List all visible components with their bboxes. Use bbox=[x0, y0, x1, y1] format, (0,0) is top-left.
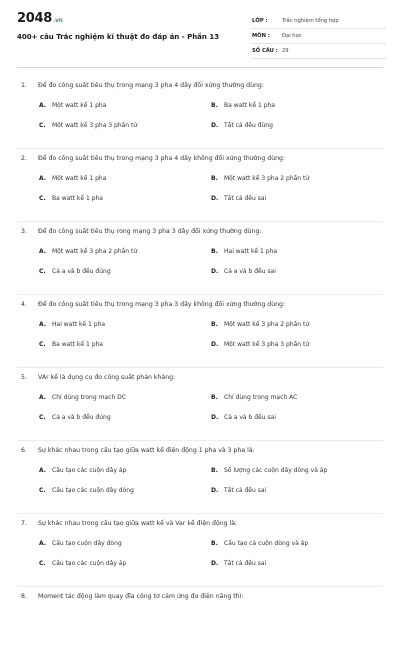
option-text: Cả a và b đều đúng bbox=[52, 268, 111, 275]
option-text: Số lượng các cuộn dây dòng và áp bbox=[224, 467, 328, 474]
question-text bbox=[21, 374, 175, 381]
option-letter: C. bbox=[39, 560, 46, 567]
question-item bbox=[0, 441, 400, 514]
option-letter: B. bbox=[211, 394, 218, 401]
option-letter: A. bbox=[39, 175, 47, 182]
option-text: Một watt kế 1 pha bbox=[52, 102, 107, 109]
option-text: Cấu tạo cả cuộn dòng và áp bbox=[224, 540, 309, 547]
option-letter: C. bbox=[39, 122, 46, 129]
option-b[interactable] bbox=[211, 102, 275, 109]
question-item bbox=[0, 514, 400, 587]
option-letter: A. bbox=[39, 394, 47, 401]
option-text: Cấu tạo các cuộn dây áp bbox=[52, 560, 127, 567]
question-item bbox=[0, 222, 400, 295]
question-label: Moment tác động làm quay đĩa công tơ cảm ứng đo điện năng thì: bbox=[38, 593, 244, 600]
option-c[interactable] bbox=[39, 560, 126, 567]
option-text: Tất cả đều đúng bbox=[224, 122, 273, 129]
info-label: SỐ CÂU : bbox=[252, 48, 278, 54]
option-text: Một watt kế 1 pha bbox=[52, 175, 107, 182]
question-label: Để đo công suất tiêu thụ trong mạng 3 pha 3 dây không đối xứng thường dùng: bbox=[38, 301, 286, 308]
option-text: Hai watt kế 1 pha bbox=[224, 248, 278, 255]
logo-suffix: .vn bbox=[52, 17, 63, 24]
option-text: Ba watt kế 1 pha bbox=[52, 195, 103, 202]
option-letter: C. bbox=[39, 268, 46, 275]
logo-text: 2048 bbox=[17, 11, 52, 26]
question-label: Để đo công suất tiêu thụ rong mạng 3 pha 3 dây đối xứng thường dùng: bbox=[38, 228, 262, 235]
option-text: Tất cả đều sai bbox=[224, 487, 267, 494]
question-number: 7. bbox=[21, 520, 27, 527]
option-text: Một watt kế 3 pha 2 phần tử bbox=[224, 175, 310, 182]
info-row-subject bbox=[252, 29, 386, 44]
option-b[interactable] bbox=[211, 467, 327, 474]
question-number: 2. bbox=[21, 155, 27, 162]
option-text: Cấu tạo cuộn dây dòng bbox=[52, 540, 122, 547]
header-divider bbox=[17, 67, 383, 68]
question-number: 4. bbox=[21, 301, 27, 308]
question-text bbox=[21, 228, 262, 235]
question-label: Để đo công suất tiêu thụ trong mạng 3 pha 4 dây không đối xứng thường dùng: bbox=[38, 155, 286, 162]
option-letter: B. bbox=[211, 248, 218, 255]
option-text: Chỉ dùng trong mạch DC bbox=[52, 394, 126, 401]
info-value: Trắc nghiệm tổng hợp bbox=[282, 18, 339, 24]
site-logo[interactable] bbox=[17, 11, 63, 26]
option-a[interactable] bbox=[39, 248, 137, 255]
option-letter: D. bbox=[211, 560, 219, 567]
info-box bbox=[252, 14, 386, 59]
option-b[interactable] bbox=[211, 540, 308, 547]
option-letter: A. bbox=[39, 540, 47, 547]
option-d[interactable] bbox=[211, 487, 266, 494]
option-d[interactable] bbox=[211, 560, 266, 567]
option-text: Cả a và b đều đúng bbox=[52, 414, 111, 421]
question-text bbox=[21, 520, 237, 527]
option-text: Ba watt kế 1 pha bbox=[52, 341, 103, 348]
question-text bbox=[21, 155, 285, 162]
option-text: Hai watt kế 1 pha bbox=[52, 321, 106, 328]
option-letter: B. bbox=[211, 321, 218, 328]
question-number: 8. bbox=[21, 593, 27, 600]
option-letter: A. bbox=[39, 248, 47, 255]
info-value: 29 bbox=[282, 48, 289, 54]
question-label: Sự khác nhau trong cấu tạo giữa watt kế và Var kế điện động là: bbox=[38, 520, 238, 527]
question-text bbox=[21, 301, 285, 308]
option-letter: D. bbox=[211, 122, 219, 129]
option-letter: C. bbox=[39, 195, 46, 202]
option-letter: C. bbox=[39, 341, 46, 348]
question-list bbox=[0, 76, 400, 660]
option-text: Cả a và b đều sai bbox=[224, 414, 276, 421]
info-label: LỚP : bbox=[252, 18, 268, 24]
option-c[interactable] bbox=[39, 268, 111, 275]
option-c[interactable] bbox=[39, 341, 103, 348]
info-label: MÔN : bbox=[252, 33, 270, 39]
question-text bbox=[21, 82, 264, 89]
option-b[interactable] bbox=[211, 248, 277, 255]
option-d[interactable] bbox=[211, 341, 309, 348]
option-text: Ba watt kế 1 pha bbox=[224, 102, 275, 109]
option-a[interactable] bbox=[39, 467, 126, 474]
question-label: VAr kế là dụng cụ đo công suất phản kháng: bbox=[38, 374, 176, 381]
option-text: Cấu tạo các cuộn dây dòng bbox=[52, 487, 134, 494]
option-text: Một watt kế 3 pha 2 phần tử bbox=[224, 321, 310, 328]
question-number: 6. bbox=[21, 447, 27, 454]
option-letter: D. bbox=[211, 487, 219, 494]
option-c[interactable] bbox=[39, 195, 103, 202]
question-item bbox=[0, 368, 400, 441]
option-letter: C. bbox=[39, 414, 46, 421]
option-letter: B. bbox=[211, 102, 218, 109]
option-letter: B. bbox=[211, 540, 218, 547]
option-text: Một watt kế 3 pha 3 phần tử bbox=[224, 341, 310, 348]
question-item bbox=[0, 587, 400, 660]
option-text: Cấu tạo các cuộn dây áp bbox=[52, 467, 127, 474]
info-row-class bbox=[252, 14, 386, 29]
option-text: Tất cả đều sai bbox=[224, 195, 267, 202]
document-title: 400+ câu Trắc nghiệm kĩ thuật đo đáp án - Phần 13 bbox=[17, 33, 220, 41]
option-text: Tất cả đều sai bbox=[224, 560, 267, 567]
option-c[interactable] bbox=[39, 122, 137, 129]
option-text: Cả a và b đều sai bbox=[224, 268, 276, 275]
option-d[interactable] bbox=[211, 414, 276, 421]
option-letter: D. bbox=[211, 268, 219, 275]
option-a[interactable] bbox=[39, 102, 106, 109]
option-c[interactable] bbox=[39, 414, 111, 421]
option-a[interactable] bbox=[39, 321, 105, 328]
option-d[interactable] bbox=[211, 268, 276, 275]
option-b[interactable] bbox=[211, 394, 297, 401]
option-letter: A. bbox=[39, 321, 47, 328]
question-item bbox=[0, 76, 400, 149]
option-letter: A. bbox=[39, 467, 47, 474]
question-item bbox=[0, 149, 400, 222]
option-letter: A. bbox=[39, 102, 47, 109]
page-header bbox=[0, 0, 400, 62]
question-text bbox=[21, 447, 255, 454]
option-letter: B. bbox=[211, 467, 218, 474]
option-letter: D. bbox=[211, 341, 219, 348]
option-letter: B. bbox=[211, 175, 218, 182]
option-d[interactable] bbox=[211, 195, 266, 202]
option-text: Một watt kế 3 pha 3 phần tử bbox=[52, 122, 138, 129]
option-d[interactable] bbox=[211, 122, 273, 129]
option-a[interactable] bbox=[39, 394, 126, 401]
question-text bbox=[21, 593, 243, 600]
option-b[interactable] bbox=[211, 175, 309, 182]
question-item bbox=[0, 295, 400, 368]
option-c[interactable] bbox=[39, 487, 134, 494]
option-letter: D. bbox=[211, 414, 219, 421]
question-number: 3. bbox=[21, 228, 27, 235]
option-letter: C. bbox=[39, 487, 46, 494]
question-label: Để đo công suất tiêu thụ trong mạng 3 pha 4 dây đối xứng thường dùng: bbox=[38, 82, 264, 89]
option-a[interactable] bbox=[39, 540, 122, 547]
option-b[interactable] bbox=[211, 321, 309, 328]
info-value: Đại học bbox=[282, 33, 302, 39]
info-row-count bbox=[252, 44, 386, 59]
option-a[interactable] bbox=[39, 175, 106, 182]
option-text: Một watt kế 3 pha 2 phần tử bbox=[52, 248, 138, 255]
option-letter: D. bbox=[211, 195, 219, 202]
question-number: 5. bbox=[21, 374, 27, 381]
question-label: Sự khác nhau trong cấu tạo giữa watt kế điện động 1 pha và 3 pha là: bbox=[38, 447, 255, 454]
option-text: Chỉ dùng trong mạch AC bbox=[224, 394, 298, 401]
question-number: 1. bbox=[21, 82, 27, 89]
